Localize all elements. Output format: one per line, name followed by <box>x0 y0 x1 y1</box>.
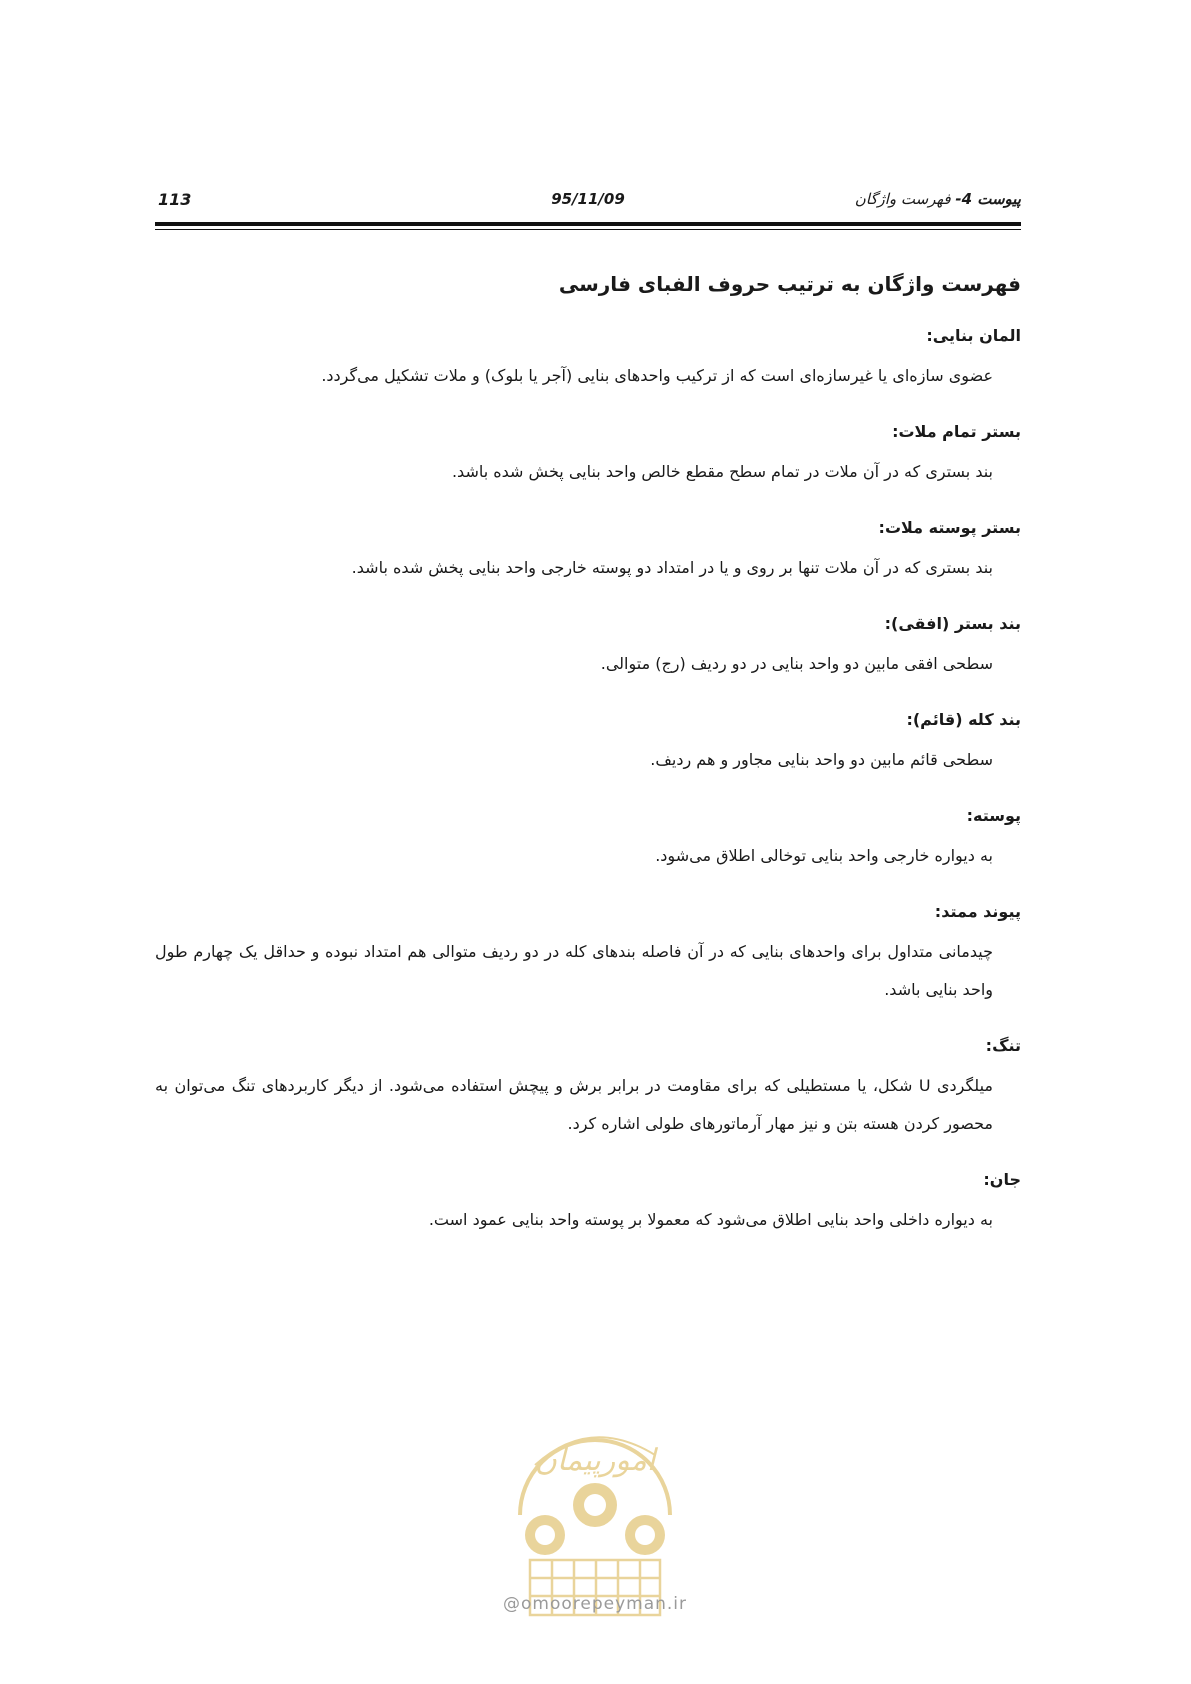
term-9: جان: <box>983 1170 1021 1189</box>
term-2: بستر تمام ملات: <box>892 422 1021 441</box>
term-1: المان بنایی: <box>926 326 1021 345</box>
definition-2: بند بستری که در آن ملات در تمام سطح مقطع خالص واحد بنایی پخش شده باشد. <box>451 462 993 481</box>
running-title-text: فهرست واژگان <box>854 190 956 208</box>
definition-7: چیدمانی متداول برای واحدهای بنایی که در آن فاصله بندهای کله در دو ردیف متوالی هم امتداد نبوده و حداقل یک چهارم طول واحد بنایی باشد. <box>155 942 993 999</box>
watermark-url: @omoorepeyman.ir <box>502 1594 688 1614</box>
header-date: 95/11/09 <box>551 190 625 208</box>
term-6: پوسته: <box>966 806 1021 825</box>
term-8: تنگ: <box>985 1036 1021 1055</box>
definition-5: سطحی قائم مابین دو واحد بنایی مجاور و هم ردیف. <box>650 750 993 769</box>
watermark-logo-text: امورپیمان <box>534 1443 656 1478</box>
definition-6: به دیواره خارجی واحد بنایی توخالی اطلاق می‌شود. <box>655 846 993 865</box>
term-5: بند کله (قائم): <box>906 710 1021 729</box>
definition-9: به دیواره داخلی واحد بنایی اطلاق می‌شود که معمولا بر پوسته واحد بنایی عمود است. <box>428 1210 993 1229</box>
definition-1: عضوی سازه‌ای یا غیرسازه‌ای است که از ترکیب واحدهای بنایی (آجر یا بلوک) و ملات تشکیل می‌گردد. <box>321 366 993 385</box>
page-content <box>155 272 1021 1239</box>
definition-8: میلگردی U شکل، یا مستطیلی که برای مقاومت در برابر برش و پیچش استفاده می‌شود. از دیگر کاربردهای تنگ می‌توان به محصور کردن هسته بتن و نیز مهار آرماتورهای طولی اشاره کرد. <box>155 1076 993 1133</box>
term-7: پیوند ممتد: <box>934 902 1021 921</box>
header-rule-thin <box>155 229 1021 230</box>
term-3: بستر پوسته ملات: <box>878 518 1021 537</box>
running-title-appendix: پیوست 4- <box>955 190 1021 208</box>
header-rule-thick <box>155 222 1021 226</box>
definition-4: سطحی افقی مابین دو واحد بنایی در دو ردیف (رج) متوالی. <box>600 654 993 673</box>
page-header <box>155 190 1021 220</box>
section-heading: فهرست واژگان به ترتیب حروف الفبای فارسی <box>558 272 1021 296</box>
page-number: 113 <box>158 190 192 209</box>
term-4: بند بستر (افقی): <box>884 614 1021 633</box>
definition-3: بند بستری که در آن ملات تنها بر روی و یا در امتداد دو پوسته خارجی واحد بنایی پخش شده باشد. <box>351 558 993 577</box>
